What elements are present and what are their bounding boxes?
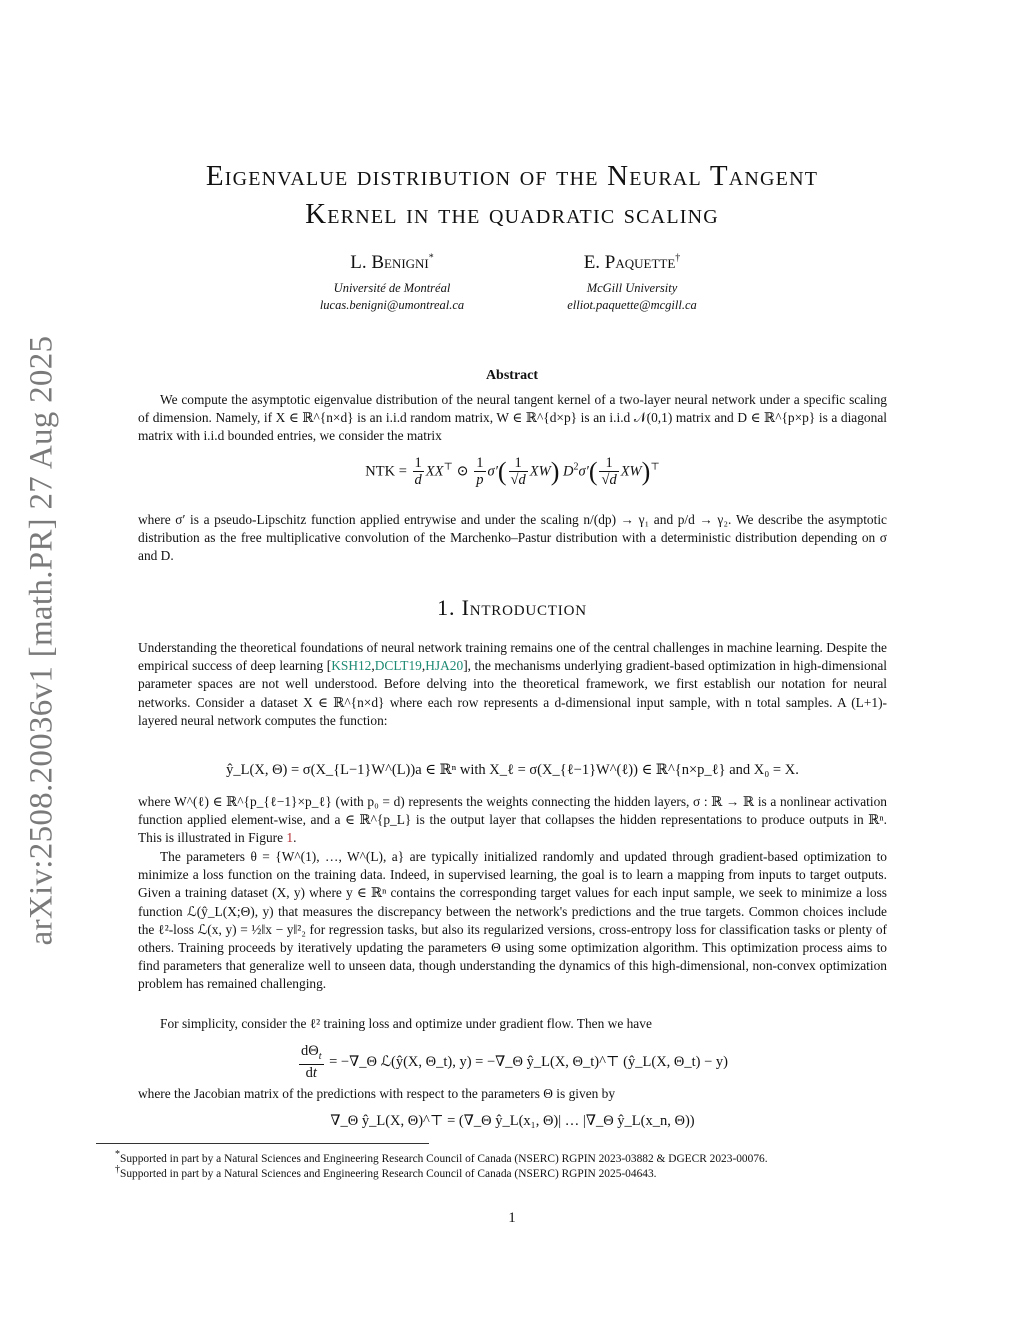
citation-dclt19[interactable]: DCLT19 [374, 658, 422, 674]
citation-ksh12[interactable]: KSH12 [331, 658, 372, 674]
author-2-name: E. Paquette† [583, 252, 681, 273]
arxiv-stamp [16, 335, 68, 945]
intro-paragraph-2: where W^(ℓ) ∈ ℝ^{p_{ℓ−1}×p_ℓ} (with p₀ = d) represents the weights connecting the hidden layers, σ : ℝ → ℝ is a nonlinear activation function applied element-wise, and a ∈ ℝ^{p_L} is the output layer that collapses the hidden representations to produce outputs in ℝⁿ. This is illustrated in Figure 1. [138, 794, 887, 846]
intro-paragraph-1: Understanding the theoretical foundations of neural network training remains one of the central challenges in machine learning. Despite the empirical success of deep learning [KSH12,DCLT19,HJA20], the mechanisms underlying gradient-based optimization in high-dimensional parameter spaces are not well understood. Before delving into the theoretical framework, we first establish our notation for neural networks. Consider a dataset X ∈ ℝ^{n×d} where each row represents a d-dimensional input sample, with n total samples. A (L+1)-layered neural network computes the function: [138, 640, 887, 728]
author-2-affiliation: McGill University [586, 281, 678, 295]
figure-1-link[interactable]: 1 [286, 830, 294, 846]
gradient-flow-equation: $\frac{d\Theta_t}{dt}$ = −∇_Θ ℒ(ŷ(X, Θ_t), y) = −∇_Θ ŷ_L(X, Θ_t)^⊤ (ŷ_L(X, Θ_t) − y) [300, 1043, 729, 1081]
abstract-paragraph-1: We compute the asymptotic eigenvalue distribution of the neural tangent kernel of a two-layer neural network under a specific scaling of dimension. Namely, if X ∈ ℝ^{n×d} is an i.i.d random matrix, W ∈ ℝ^{d×p} is an i.i.d 𝒩(0,1) matrix and D ∈ ℝ^{p×p} is a diagonal matrix with i.i.d bounded entries, we consider the matrix [138, 392, 887, 444]
paper-title-line-2: Kernel in the quadratic scaling [305, 198, 719, 230]
intro-paragraph-3: The parameters θ = {W^(1), …, W^(L), a} are typically initialized randomly and updated through gradient-based optimization to minimize a loss function on the training data. Indeed, in supervised learning, the goal is to learn a mapping from inputs to target outputs. Given a training dataset (X, y) where y ∈ ℝⁿ contains the corresponding target values for each input sample, we seek to minimize a loss function ℒ(ŷ_L(X;Θ), y) that measures the discrepancy between the network's predictions and the true targets. Common choices include the ℓ²-loss ℒ(x, y) = ½‖x − y‖²₂ for regression tasks, but also its regularized versions, cross-entropy loss for classification tasks or plenty of others. Training proceeds by iteratively updating the parameters Θ using some optimization algorithm. This optimization process aims to find parameters that generalize well to unseen data, though understanding the dynamics of this high-dimensional, non-convex optimization problem has remained challenging. [138, 849, 887, 992]
author-1-affiliation: Université de Montréal [333, 281, 451, 295]
intro-paragraph-5: where the Jacobian matrix of the predictions with respect to the parameters Θ is given by [138, 1086, 616, 1101]
jacobian-equation: ∇_Θ ŷ_L(X, Θ)^⊤ = (∇_Θ ŷ_L(x₁, Θ)| … |∇_Θ ŷ_L(x_n, Θ)) [330, 1113, 695, 1129]
footnote-rule [96, 1143, 429, 1144]
intro-paragraph-4: For simplicity, consider the ℓ² training loss and optimize under gradient flow. Then we have [160, 1016, 652, 1031]
section-heading-introduction: 1. Introduction [437, 595, 587, 620]
author-1-name: L. Benigni* [350, 252, 434, 273]
citation-hja20[interactable]: HJA20 [425, 658, 464, 674]
author-2-email[interactable]: elliot.paquette@mcgill.ca [567, 298, 697, 312]
ntk-equation: NTK = $\frac{1}{d}$ XX⊤ ⊙ $\frac{1}{p}$ σ′( $\frac{1}{√d}$ XW) $D^2\sigma'$( $\frac{1}{√d}$ XW)⊤ [365, 455, 660, 488]
author-1-email[interactable]: lucas.benigni@umontreal.ca [319, 298, 465, 312]
page-number: 1 [508, 1210, 516, 1226]
paper-title-line-1: Eigenvalue distribution of the Neural Tangent [205, 160, 819, 192]
abstract-heading: Abstract [485, 368, 539, 383]
arxiv-id: arXiv:2508.20036v1 [math.PR] 27 Aug 2025 [23, 335, 60, 945]
abstract-paragraph-2: where σ′ is a pseudo-Lipschitz function applied entrywise and under the scaling n/(dp) → γ₁ and p/d → γ₂. We describe the asymptotic distribution as the free multiplicative convolution of the Marchenko–Pastur distribution with a deterministic distribution depending on σ and D. [138, 512, 887, 564]
network-equation: ŷ_L(X, Θ) = σ(X_{L−1}W^(L))a ∈ ℝⁿ with X_ℓ = σ(X_{ℓ−1}W^(ℓ)) ∈ ℝ^{n×p_ℓ} and X₀ = X. [226, 762, 799, 778]
ntk-equation-lhs: NTK = [365, 463, 407, 480]
footnote-1: *Supported in part by a Natural Sciences and Engineering Research Council of Canada (NSERC) RGPIN 2023-03882 & DGECR 2023-00076. [115, 1149, 768, 1165]
footnote-2: †Supported in part by a Natural Sciences and Engineering Research Council of Canada (NSERC) RGPIN 2025-04643. [115, 1164, 657, 1180]
